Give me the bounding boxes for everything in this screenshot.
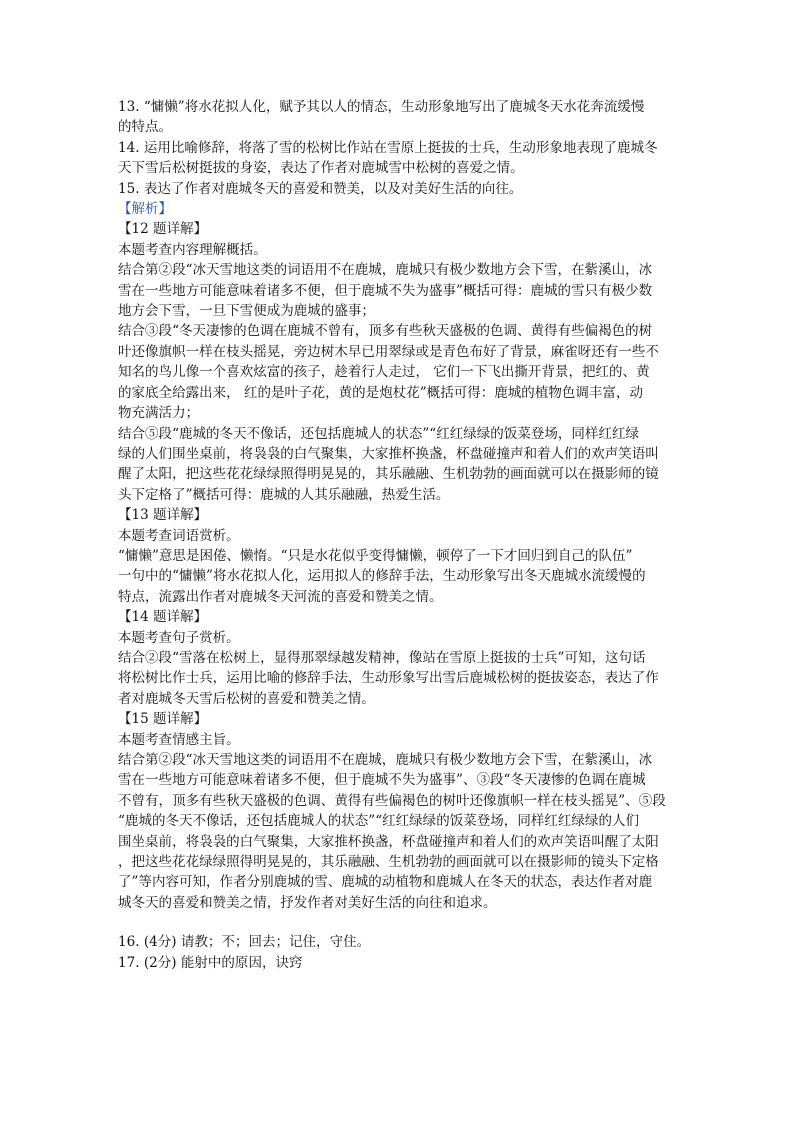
text-line: 地方会下雪，一旦下雪便成为鹿城的盛事； xyxy=(118,303,375,320)
text-line: 的特点。 xyxy=(118,119,173,136)
text-line: 雪在一些地方可能意味着诸多不便，但于鹿城不失为盛事”概括可得：鹿城的雪只有极少数 xyxy=(118,282,653,299)
text-line: 醒了太阳，把这些花花绿绿照得明晃晃的，其乐融融、生机勃勃的画面就可以在摄影师的镜 xyxy=(118,466,659,483)
text-line: 物充满活力； xyxy=(118,405,200,422)
text-line: 特点，流露出作者对鹿城冬天河流的喜爱和赞美之情。 xyxy=(118,588,443,605)
text-line: 14. 运用比喻修辞，将落了雪的松树比作站在雪原上挺拔的士兵，生动形象地表现了鹿城冬 xyxy=(118,139,658,156)
text-line: “鹿城的冬天不像话，还包括鹿城人的状态”“红红绿绿的饭菜登场，同样红红绿绿的人们 xyxy=(118,813,640,830)
text-line: 头下定格了”概括可得：鹿城的人其乐融融，热爱生活。 xyxy=(118,486,450,503)
text-line: “慵懒”意思是困倦、懒惰。“只是水花似乎变得慵懒，顿停了一下才回归到自己的队伍” xyxy=(118,547,633,564)
text-line: 将松树比作士兵，运用比喻的修辞手法，生动形象写出雪后鹿城松树的挺拔姿态，表达了作 xyxy=(118,670,659,687)
document-body xyxy=(118,97,678,973)
text-line: 本题考查句子赏析。 xyxy=(118,629,240,646)
text-line: 13. “慵懒”将水花拟人化，赋予其以人的情态，生动形象地写出了鹿城冬天水花奔流缓慢 xyxy=(118,99,645,115)
text-line: 16. (4分) 请教；不；回去；记住，守住。 xyxy=(118,934,371,951)
text-line: 城冬天的喜爱和赞美之情，抒发作者对美好生活的向往和追求。 xyxy=(118,894,497,911)
text-line: 结合③段“冬天凄惨的色调在鹿城不曾有，顶多有些秋天盛极的色调、黄得有些偏褐色的树 xyxy=(118,323,653,340)
text-line: 叶还像旗帜一样在枝头摇晃，旁边树木早已用翠绿或是青色布好了背景，麻雀呀还有一些不 xyxy=(118,343,659,360)
text-line: 知名的鸟儿像一个喜欢炫富的孩子，趁着行人走过， 它们一下飞出撕开背景，把红的、黄 xyxy=(118,364,650,381)
text-line: ，把这些花花绿绿照得明晃晃的，其乐融融、生机勃勃的画面就可以在摄影师的镜头下定格 xyxy=(118,854,659,871)
text-line: 结合第②段“冰天雪地这类的词语用不在鹿城，鹿城只有极少数地方会下雪，在紫溪山，冰 xyxy=(118,752,653,768)
text-line: 者对鹿城冬天雪后松树的喜爱和赞美之情。 xyxy=(118,690,375,707)
text-line: 结合第②段“冰天雪地这类的词语用不在鹿城，鹿城只有极少数地方会下雪，在紫溪山，冰 xyxy=(118,262,653,279)
text-line: 【15 题详解】 xyxy=(118,711,208,728)
text-line: 天下雪后松树挺拔的身姿，表达了作者对鹿城雪中松树的喜爱之情。 xyxy=(118,160,524,177)
text-line: 【13 题详解】 xyxy=(118,507,208,524)
blank-line xyxy=(118,913,678,932)
text-line: 结合⑤段“鹿城的冬天不像话，还包括鹿城人的状态”“红红绿绿的饭菜登场，同样红红绿 xyxy=(118,425,640,442)
section-heading: 【解析】 xyxy=(118,201,173,218)
text-line: 本题考查词语赏析。 xyxy=(118,527,240,544)
text-line: 【14 题详解】 xyxy=(118,609,208,626)
text-line: 的家底全给露出来， 红的是叶子花，黄的是炮杖花”概括可得：鹿城的植物色调丰富，动 xyxy=(118,384,643,401)
text-line: 结合②段“雪落在松树上，显得那翠绿越发精神，像站在雪原上挺拔的士兵”可知，这句话 xyxy=(118,649,646,666)
text-line: 15. 表达了作者对鹿城冬天的喜爱和赞美，以及对美好生活的向往。 xyxy=(118,180,523,197)
text-line: 不曾有，顶多有些秋天盛极的色调、黄得有些偏褐色的树叶还像旗帜一样在枝头摇晃”、⑤段 xyxy=(118,792,666,809)
text-line: 一句中的“慵懒”将水花拟人化，运用拟人的修辞手法，生动形象写出冬天鹿城水流缓慢的 xyxy=(118,568,646,585)
text-line: 了”等内容可知，作者分别鹿城的雪、鹿城的动植物和鹿城人在冬天的状态，表达作者对鹿 xyxy=(118,874,653,891)
text-line: 围坐桌前，将袅袅的白气聚集，大家推杯换盏，杯盘碰撞声和着人们的欢声笑语叫醒了太阳 xyxy=(118,833,659,850)
text-line: 【12 题详解】 xyxy=(118,221,208,238)
text-line: 雪在一些地方可能意味着诸多不便，但于鹿城不失为盛事”、③段“冬天凄惨的色调在鹿城 xyxy=(118,772,646,789)
text-line: 绿的人们围坐桌前，将袅袅的白气聚集，大家推杯换盏，杯盘碰撞声和着人们的欢声笑语叫 xyxy=(118,445,659,462)
text-line: 本题考查内容理解概括。 xyxy=(118,241,267,258)
text-line: 17. (2分) 能射中的原因，诀窍 xyxy=(118,954,303,971)
text-line: 本题考查情感主旨。 xyxy=(118,731,240,748)
